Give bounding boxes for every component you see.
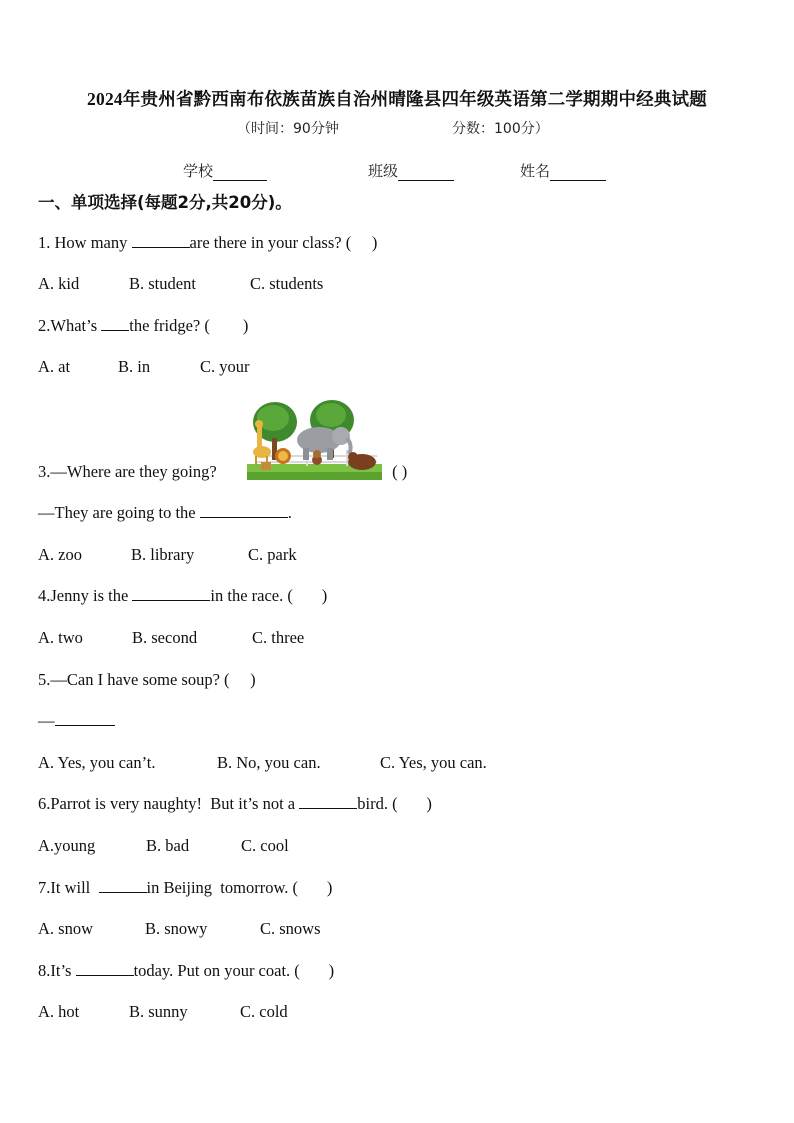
- options-5: [38, 753, 487, 773]
- question-text: 4.Jenny is the: [38, 586, 133, 605]
- score-label: 分数：100分）: [452, 121, 549, 137]
- option-c[interactable]: C. cold: [240, 1002, 288, 1021]
- answer-blank[interactable]: [132, 586, 210, 601]
- question-text: 7.It will: [38, 878, 99, 897]
- question-text: in the race. ( ): [210, 586, 328, 605]
- option-b[interactable]: B. student: [129, 274, 196, 293]
- page-title: 2024年贵州省黔西南布依族苗族自治州晴隆县四年级英语第二学期期中经典试题: [87, 89, 707, 109]
- question-text: 1. How many: [38, 233, 132, 252]
- answer-blank[interactable]: [132, 233, 190, 248]
- option-a[interactable]: A. hot: [38, 1002, 80, 1021]
- question-text: in Beijing tomorrow. ( ): [146, 878, 333, 897]
- name-blank[interactable]: [550, 164, 606, 181]
- option-b[interactable]: B. in: [118, 357, 151, 376]
- question-1: [38, 233, 377, 253]
- question-text: .: [287, 503, 292, 522]
- option-b[interactable]: B. bad: [146, 836, 190, 855]
- answer-blank[interactable]: [200, 503, 288, 518]
- question-text: today. Put on your coat. ( ): [133, 961, 335, 980]
- option-c[interactable]: C. snows: [260, 919, 321, 938]
- options-8: [38, 1002, 288, 1022]
- section-heading: 一、单项选择(每题2分,共20分)。: [38, 193, 292, 212]
- question-2: [38, 316, 248, 336]
- option-a[interactable]: A. Yes, you can’t.: [38, 753, 156, 772]
- answer-blank[interactable]: [55, 711, 115, 726]
- option-a[interactable]: A. at: [38, 357, 71, 376]
- class-label: 班级: [368, 162, 399, 180]
- time-label: （时间：90分钟: [237, 121, 339, 137]
- question-text: bird. ( ): [357, 794, 432, 813]
- name-label: 姓名: [520, 162, 551, 180]
- option-a[interactable]: A. two: [38, 628, 83, 647]
- option-c[interactable]: C. park: [248, 545, 297, 564]
- question-text: 2.What’s: [38, 316, 102, 335]
- answer-blank[interactable]: [76, 961, 134, 976]
- option-c[interactable]: C. three: [252, 628, 305, 647]
- question-text: the fridge? ( ): [129, 316, 249, 335]
- option-a[interactable]: A. zoo: [38, 545, 82, 564]
- question-text: 8.It’s: [38, 961, 76, 980]
- question-text: are there in your class? ( ): [189, 233, 378, 252]
- question-3: [38, 462, 217, 482]
- name-field[interactable]: [520, 160, 606, 181]
- question-text: —They are going to the: [38, 503, 200, 522]
- class-blank[interactable]: [398, 164, 454, 181]
- options-6: [38, 836, 289, 856]
- option-a[interactable]: A. snow: [38, 919, 94, 938]
- options-3: [38, 545, 297, 565]
- question-text: 5.—Can I have some soup? ( ): [38, 670, 256, 689]
- option-c[interactable]: C. cool: [241, 836, 289, 855]
- option-b[interactable]: B. second: [132, 628, 198, 647]
- option-b[interactable]: B. snowy: [145, 919, 208, 938]
- question-6: [38, 794, 432, 814]
- options-2: [38, 357, 250, 377]
- options-7: [38, 919, 321, 939]
- question-3-paren: ( ): [388, 462, 408, 481]
- question-5: [38, 670, 256, 690]
- option-c[interactable]: C. students: [250, 274, 324, 293]
- question-7: [38, 878, 332, 898]
- question-3-answer-line: [38, 503, 292, 523]
- question-text: —: [38, 711, 55, 730]
- options-4: [38, 628, 304, 648]
- school-label: 学校: [183, 162, 214, 180]
- answer-blank[interactable]: [99, 878, 147, 893]
- class-field[interactable]: [368, 160, 454, 181]
- option-a[interactable]: A.young: [38, 836, 96, 855]
- option-c[interactable]: C. your: [200, 357, 250, 376]
- option-b[interactable]: B. sunny: [129, 1002, 188, 1021]
- option-b[interactable]: B. No, you can.: [217, 753, 321, 772]
- question-8: [38, 961, 334, 981]
- school-blank[interactable]: [213, 164, 267, 181]
- options-1: [38, 274, 323, 294]
- option-c[interactable]: C. Yes, you can.: [380, 753, 487, 772]
- zoo-animals-image: [247, 400, 382, 480]
- option-a[interactable]: A. kid: [38, 274, 80, 293]
- question-text: 6.Parrot is very naughty! But it’s not a: [38, 794, 300, 813]
- question-5-answer-line: [38, 711, 115, 731]
- option-b[interactable]: B. library: [131, 545, 195, 564]
- question-text: 3.—Where are they going?: [38, 462, 217, 481]
- question-4: [38, 586, 327, 606]
- answer-blank[interactable]: [299, 794, 357, 809]
- answer-blank[interactable]: [101, 316, 129, 331]
- school-field[interactable]: [183, 160, 267, 181]
